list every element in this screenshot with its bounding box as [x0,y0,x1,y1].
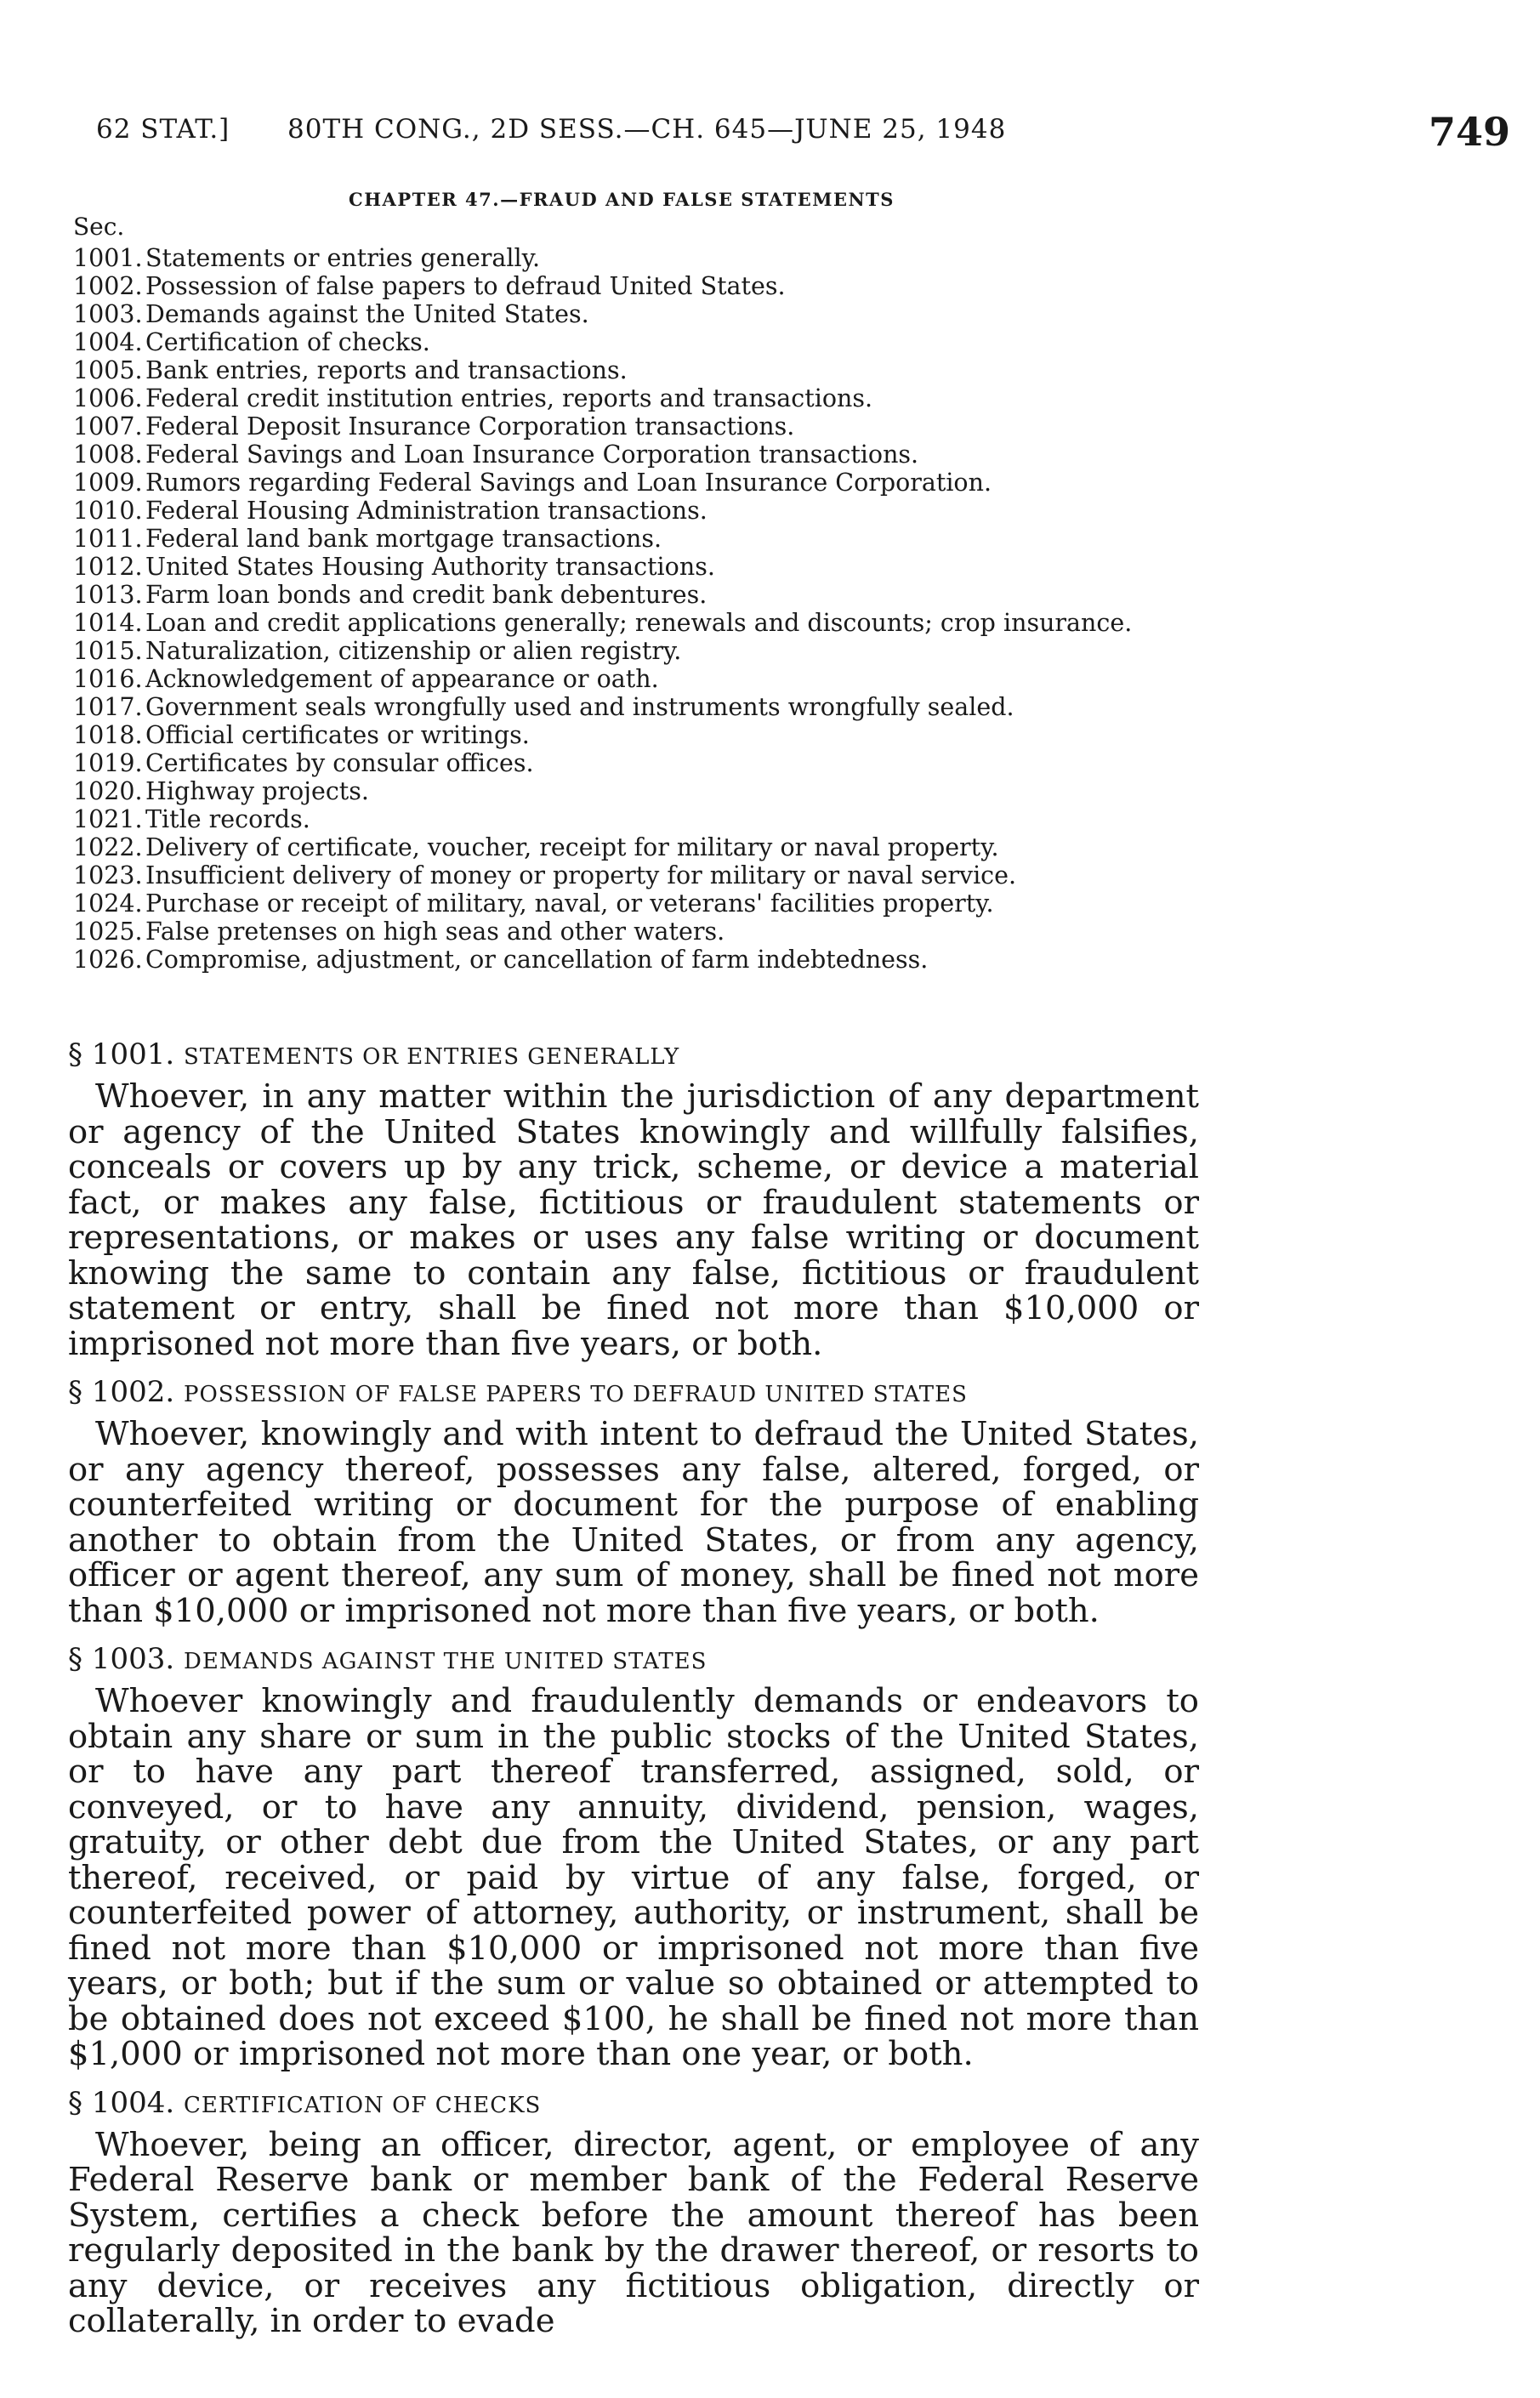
toc-section-number: 1017. [73,693,143,721]
congress-session-line: 80TH CONG., 2D SESS.—CH. 645—JUNE 25, 1948 [287,114,1007,145]
toc-section-number: 1010. [73,497,143,525]
toc-row [73,918,1230,946]
toc-section-title: Federal land bank mortgage transactions. [145,525,662,553]
page-number: 749 [1429,109,1511,155]
section-body-text: Whoever knowingly and fraudulently demands or endeavors to obtain any share or sum in the public stocks of the United States, or to have any part thereof transferred, assigned, sold, or conveyed, or to have any annuity, dividend, pension, wages, gratuity, or other debt due from the United States, or any part thereof, received, or paid by virtue of any false, forged, or counterfeited power of attorney, authority, or instrument, shall be fined not more than $10,000 or imprisoned not more than five years, or both; but if the sum or value so obtained or attempted to be obtained does not exceed $100, he shall be fined not more than $1,000 or imprisoned not more than one year, or both. [68,1682,1199,2073]
toc-section-number: 1004. [73,328,143,356]
toc-row [73,946,1230,974]
toc-row [73,609,1230,637]
toc-section-title: Federal Savings and Loan Insurance Corporation transactions. [145,440,919,469]
toc-section-title: Title records. [145,805,310,833]
toc-row [73,833,1230,861]
toc-section-number: 1003. [73,300,143,328]
toc-section-number: 1001. [73,244,143,272]
toc-section-title: Delivery of certificate, voucher, receipt for military or naval property. [145,833,999,861]
toc-section-title: Farm loan bonds and credit bank debentures. [145,581,707,609]
toc-section-title: Loan and credit applications generally; renewals and discounts; crop insurance. [145,609,1133,637]
toc-row [73,889,1230,918]
toc-section-title: Highway projects. [145,777,369,805]
toc-row [73,412,1230,440]
toc-section-title: Bank entries, reports and transactions. [145,356,628,384]
toc-row [73,805,1230,833]
toc-section-title: Acknowledgement of appearance or oath. [145,665,659,693]
toc-row [73,861,1230,889]
toc-section-title: Government seals wrongfully used and instruments wrongfully sealed. [145,693,1014,721]
section-title: CERTIFICATION OF CHECKS [183,2092,542,2118]
toc-section-number: 1024. [73,889,143,918]
toc-section-number: 1025. [73,918,143,946]
section-heading [68,1036,1199,1076]
statute-section [68,2084,1199,2339]
toc-section-number: 1026. [73,946,143,974]
toc-row [73,497,1230,525]
toc-row [73,300,1230,328]
toc-row [73,356,1230,384]
toc-section-title: Naturalization, citizenship or alien registry. [145,637,682,665]
toc-row [73,553,1230,581]
toc-section-title: Federal credit institution entries, reports and transactions. [145,384,873,412]
toc-row [73,693,1230,721]
section-title: POSSESSION OF FALSE PAPERS TO DEFRAUD UNITED STATES [183,1382,968,1407]
toc-row [73,525,1230,553]
statute-section [68,1036,1199,1361]
section-heading [68,2084,1199,2124]
toc-section-number: 1012. [73,553,143,581]
section-heading [68,1373,1199,1413]
toc-section-title: Statements or entries generally. [145,244,541,272]
sec-column-label: Sec. [73,213,125,241]
statute-section [68,1640,1199,2072]
section-title: STATEMENTS OR ENTRIES GENERALLY [183,1044,680,1070]
toc-row [73,244,1230,272]
toc-row [73,749,1230,777]
toc-row [73,469,1230,497]
toc-section-number: 1015. [73,637,143,665]
chapter-title: CHAPTER 47.—FRAUD AND FALSE STATEMENTS [349,189,895,210]
toc-section-title: Purchase or receipt of military, naval, or veterans' facilities property. [145,889,994,918]
section-body-text: Whoever, knowingly and with intent to defraud the United States, or any agency thereof, possesses any false, altered, forged, or counterfeited writing or document for the purpose of enabling another to obtain from the United States, or from any agency, officer or agent thereof, any sum of money, shall be fined not more than $10,000 or imprisoned not more than five years, or both. [68,1415,1199,1630]
toc-section-number: 1018. [73,721,143,749]
toc-row [73,637,1230,665]
toc-row [73,272,1230,300]
section-number: § 1003. [68,1642,175,1676]
toc-section-number: 1019. [73,749,143,777]
toc-section-title: Demands against the United States. [145,300,589,328]
toc-section-title: Compromise, adjustment, or cancellation of farm indebtedness. [145,946,929,974]
section-body-text: Whoever, in any matter within the jurisdiction of any department or agency of the United States knowingly and willfully falsifies, conceals or covers up by any trick, scheme, or device a material fact, or makes any false, fictitious or fraudulent statements or representations, or makes or uses any false writing or document knowing the same to contain any false, fictitious or fraudulent statement or entry, shall be fined not more than $10,000 or imprisoned not more than five years, or both. [68,1077,1199,1363]
toc-row [73,384,1230,412]
toc-section-title: Official certificates or writings. [145,721,530,749]
toc-section-number: 1002. [73,272,143,300]
toc-section-number: 1022. [73,833,143,861]
toc-section-number: 1008. [73,440,143,469]
section-title: DEMANDS AGAINST THE UNITED STATES [183,1649,707,1674]
stat-reference: 62 STAT.] [96,114,230,145]
toc-section-number: 1006. [73,384,143,412]
section-table-of-contents [73,244,1230,974]
toc-section-number: 1014. [73,609,143,637]
section-number: § 1001. [68,1037,175,1071]
toc-section-number: 1007. [73,412,143,440]
toc-row [73,777,1230,805]
toc-section-number: 1021. [73,805,143,833]
toc-row [73,721,1230,749]
section-number: § 1004. [68,2085,175,2120]
toc-section-title: Federal Housing Administration transactions. [145,497,707,525]
toc-section-number: 1023. [73,861,143,889]
toc-row [73,328,1230,356]
section-body-text: Whoever, being an officer, director, agent, or employee of any Federal Reserve bank or member bank of the Federal Reserve System, certifies a check before the amount thereof has been regularly deposited in the bank by the drawer thereof, or resorts to any device, or receives any fictitious obligation, directly or collaterally, in order to evade [68,2125,1199,2340]
running-head [0,109,1540,160]
section-number: § 1002. [68,1375,175,1409]
toc-section-title: Certificates by consular offices. [145,749,534,777]
statute-section [68,1373,1199,1628]
toc-row [73,665,1230,693]
toc-section-title: United States Housing Authority transactions. [145,553,715,581]
toc-section-number: 1011. [73,525,143,553]
toc-section-title: Possession of false papers to defraud United States. [145,272,786,300]
toc-section-title: Certification of checks. [145,328,430,356]
toc-section-title: Insufficient delivery of money or property for military or naval service. [145,861,1017,889]
toc-section-number: 1009. [73,469,143,497]
toc-section-title: Federal Deposit Insurance Corporation transactions. [145,412,795,440]
toc-section-title: False pretenses on high seas and other waters. [145,918,725,946]
toc-section-title: Rumors regarding Federal Savings and Loan Insurance Corporation. [145,469,992,497]
section-texts [68,1036,1199,2351]
toc-section-number: 1013. [73,581,143,609]
section-heading [68,1640,1199,1680]
toc-section-number: 1005. [73,356,143,384]
toc-row [73,581,1230,609]
toc-section-number: 1020. [73,777,143,805]
toc-section-number: 1016. [73,665,143,693]
toc-row [73,440,1230,469]
